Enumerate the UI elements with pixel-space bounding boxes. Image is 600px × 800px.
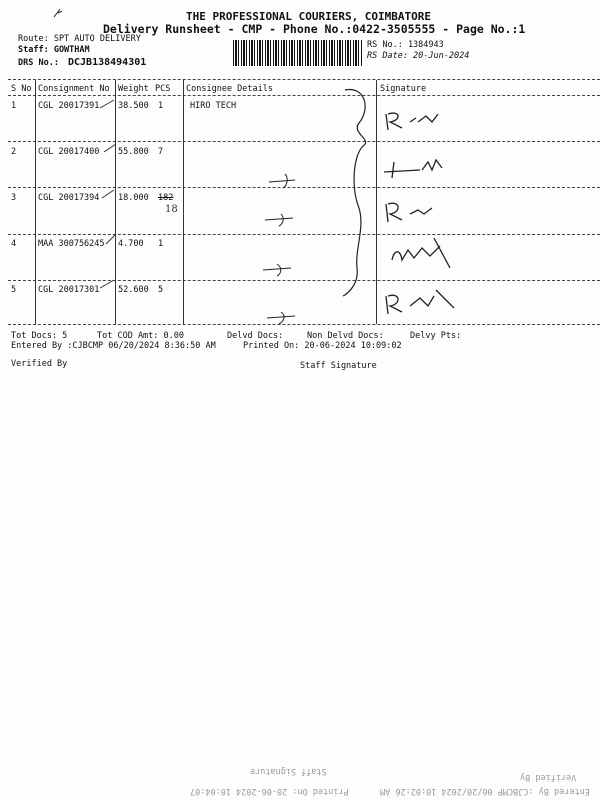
printed-on: Printed On: 20-06-2024 10:09:02	[243, 341, 402, 351]
row-consignment: MAA 300756245	[38, 239, 105, 249]
row-pcs: 182	[158, 193, 174, 203]
total-cod: Tot COD Amt: 0.00	[97, 331, 184, 341]
row-pcs: 1	[158, 239, 164, 249]
row-weight: 52.600	[118, 285, 149, 295]
tick-marks	[80, 94, 120, 304]
col-pcs: PCS	[155, 84, 171, 94]
entered-by: Entered By :CJBCMP 06/20/2024 8:36:50 AM	[11, 341, 216, 351]
row-consignee: HIRO TECH	[190, 101, 237, 111]
signature-marks	[380, 100, 480, 320]
verified-by: Verified By	[11, 359, 68, 369]
row-sno: 4	[11, 239, 17, 249]
col-consignee: Consignee Details	[186, 84, 273, 94]
row-pcs: 1	[158, 101, 164, 111]
col-signature: Signature	[380, 84, 427, 94]
row-sno: 2	[11, 147, 17, 157]
staff-signature: Staff Signature	[300, 361, 377, 371]
delivered-docs: Delvd Docs:	[227, 331, 284, 341]
bleed-verified-by: Verified By	[520, 772, 577, 782]
runsheet-title: Delivery Runsheet - CMP - Phone No.:0422-3505555 - Page No.:1	[103, 22, 526, 36]
corner-mark	[52, 7, 64, 22]
column-divider	[183, 80, 184, 324]
row-consignment: CGL 20017394	[38, 193, 100, 203]
drs-label: DRS No.:	[18, 58, 59, 68]
bleed-entered-by: Entered By :CJBCMP 06/20/2024 10:02:26 AM	[380, 786, 590, 796]
col-consignment: Consignment No	[38, 84, 110, 94]
rs-date: RS Date: 20-Jun-2024	[367, 51, 470, 61]
row-sno: 1	[11, 101, 17, 111]
non-delivered-docs: Non Delvd Docs:	[307, 331, 384, 341]
row-pcs: 5	[158, 285, 164, 295]
row-weight: 55.800	[118, 147, 149, 157]
barcode	[233, 40, 363, 66]
rs-number: RS No.: 1384943	[367, 40, 444, 50]
row-sno: 5	[11, 285, 17, 295]
delivery-points: Delvy Pts:	[410, 331, 462, 341]
row-consignment: CGL 20017301	[38, 285, 100, 295]
row-weight: 38.500	[118, 101, 149, 111]
bracket-scribble	[255, 78, 380, 326]
handwritten-pcs: 18	[165, 204, 178, 215]
row-pcs: 7	[158, 147, 164, 157]
staff-text: Staff: GOWTHAM	[18, 45, 90, 55]
row-sno: 3	[11, 193, 17, 203]
bleed-staff-signature: Staff Signature	[250, 766, 327, 776]
row-consignment: CGL 20017391	[38, 101, 100, 111]
row-weight: 18.000	[118, 193, 149, 203]
company-name: THE PROFESSIONAL COURIERS, COIMBATORE	[186, 10, 432, 23]
total-docs: Tot Docs: 5	[11, 331, 68, 341]
row-consignment: CGL 20017400	[38, 147, 100, 157]
bleed-printed-on: Printed On: 20-06-2024 10:04:07	[190, 786, 349, 796]
col-weight: Weight	[118, 84, 149, 94]
row-weight: 4.700	[118, 239, 144, 249]
column-divider	[35, 80, 36, 324]
route-text: Route: SPT AUTO DELIVERY	[18, 34, 141, 44]
col-sno: S No	[11, 84, 32, 94]
drs-number: DCJB138494301	[68, 57, 147, 68]
